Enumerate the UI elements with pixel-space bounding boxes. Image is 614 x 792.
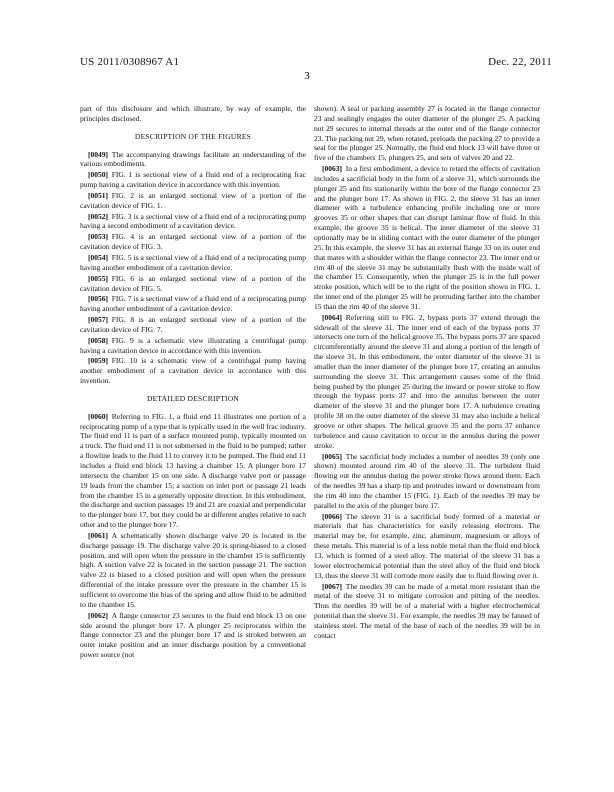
paragraph-number: [0051] — [88, 190, 108, 200]
paragraph-text: FIG. 1 is sectional view of a fluid end of a reciprocating frac pump having a cavitation device in accordance with this invention. — [80, 170, 306, 190]
paragraph — [80, 531, 306, 610]
paragraph-text: The needles 39 can be made of a metal more resistant than the metal of the sleeve 31 to mitigate corrosion and pitting of the needles. Thus the needles 39 will be of a material with a higher electrochemical potential than the sleeve 31. For example, the needles 39 may be fanned of stainless steel. The metal of the base of each of the needles 39 will be in contact — [314, 581, 540, 640]
paragraph-number: [0061] — [88, 530, 108, 540]
publication-number: US 2011/0308967 A1 — [80, 56, 180, 68]
paragraph-number: [0058] — [88, 335, 108, 345]
paragraph — [80, 356, 306, 386]
paragraph-text: FIG. 5 is a sectional view of a fluid end of a reciprocating pump having another embodiment of a cavitation device. — [80, 252, 306, 272]
paragraph-text: FIG. 8 is an enlarged sectional view of a portion of the cavitation device of FIG. 7. — [80, 315, 306, 334]
paragraph-text: FIG. 4 is an enlarged sectional view of a portion of the cavitation device of FIG. 3. — [80, 232, 306, 252]
paragraph — [80, 232, 306, 252]
paragraph — [80, 412, 306, 530]
paragraph-text: shown). A seal or packing assembly 27 is located in the flange connector 23 and sealingly engages the outer diameter of the plunger 25. A packing nut 29 secures to internal threads at the outer end of the flange connector 23. The packing nut 29, when rotated, preloads the packing 27 to provide a seal for the plunger 25. Normally, the fluid end block 13 will have three or five of the chambers 15, plungers 25, and sets of valves 20 and 22. — [314, 104, 540, 163]
paragraph — [80, 253, 306, 273]
paragraph-text: The sacrificial body includes a number of needles 39 (only one shown) mounted around rim 40 of the sleeve 31. The turbulent fluid flowing out the annulus during the power stroke flows around them. Each of the needles 39 has a sharp tip and protrudes inward or downstream from the rim 40 into the chamber 15 (FIG. 1). Each of the needles 39 may be parallel to the axis of the plunger bore 17. — [314, 451, 540, 510]
paragraph-text: FIG. 9 is a schematic view illustrating a centrifugal pump having a cavitation device in accordance with this invention. — [80, 335, 306, 355]
right-text-column — [314, 104, 540, 641]
paragraph-number: [0065] — [322, 451, 342, 461]
paragraph-number: [0053] — [88, 232, 108, 242]
paragraph-text: FIG. 3 is a sectional view of a fluid end of a reciprocating pump having a second embodiment of a cavitation device. — [80, 211, 306, 231]
paragraph-number: [0064] — [322, 312, 342, 322]
paragraph — [80, 170, 306, 190]
paragraph-text: FIG. 2 is an enlarged sectional view of a portion of the cavitation device of FIG. 1. — [80, 190, 306, 210]
paragraph-number: [0056] — [88, 294, 108, 304]
paragraph-number: [0054] — [88, 252, 108, 262]
paragraph-number: [0050] — [88, 170, 108, 180]
paragraph-text: FIG. 10 is a schematic view of a centrifugal pump having another embodiment of a cavitation device in accordance with this invention. — [80, 356, 306, 386]
paragraph-text: FIG. 6 is an enlarged sectional view of a portion of the cavitation device of FIG. 5. — [80, 273, 306, 293]
page-number: 3 — [304, 70, 310, 82]
paragraph-text: A schematically shown discharge valve 20 is located in the discharge passage 19. The discharge valve 20 is spring-biased to a closed position, and will open when the pressure in the chamber 15 is sufficiently high. A suction valve 22 is located in the suction passage 21. The suction valve 22 is biased to a closed position and will open when the pressure differential of the intake pressure over the pressure in the chamber 15 is sufficient to overcome the bias of the spring and allow fluid to be admitted to the chamber 15. — [80, 530, 306, 609]
section-heading: DESCRIPTION OF THE FIGURES — [134, 131, 252, 141]
paragraph — [80, 150, 306, 170]
paragraph — [80, 611, 306, 660]
section-heading: DETAILED DESCRIPTION — [146, 393, 240, 403]
paragraph — [80, 212, 306, 232]
paragraph — [80, 191, 306, 211]
paragraph-number: [0059] — [88, 356, 108, 366]
paragraph-number: [0055] — [88, 273, 108, 283]
publication-date: Dec. 22, 2011 — [488, 56, 552, 68]
paragraph — [80, 336, 306, 356]
continued-paragraph — [80, 104, 306, 124]
paragraph-text: Referring to FIG. 1, a fluid end 11 illustrates one portion of a reciprocating pump of a type that is typically used in the well frac industry. The fluid end 11 is part of a surface mounted pump, typically mounted on a truck. The fluid end 11 is not submersed in the fluid to be pumped; rather a flowline leads to the fluid 11 to convey it to be pumped. The fluid end 11 includes a fluid end block 13 having a chamber 15. A plunger bore 17 intersects the chamber 15 on one side. A discharge valve port or passage 19 leads from the chamber 15; a suction on inlet port or passage 21 leads from the chamber 15 in a generally opposite direction. In this embodiment, the discharge and suction passages 19 and 21 are coaxial and perpendicular to the plunger bore 17, but they could be at different angles relative to each other and to the plunger bore 17. — [80, 411, 306, 530]
paragraph — [314, 452, 540, 511]
paragraph-number: [0049] — [88, 149, 108, 159]
left-text-column — [80, 104, 306, 660]
paragraph-number: [0052] — [88, 211, 108, 221]
paragraph — [314, 164, 540, 312]
paragraph-text: Referring still to FIG. 2, bypass ports 37 extend through the sidewall of the sleeve 31. The inner end of each of the bypass ports 37 intersects one turn of the helical groove 35. The bypass ports 37 are spaced circumferentially around the sleeve 31 and along a portion of the length of the sleeve 31. In this embodiment, the outer diameter of the sleeve 31 is smaller than the inner diameter of the plunger bore 17, creating an annulus surrounding the sleeve 31. This arrangement causes some of the fluid being pushed by the plunger 25 during the inward or power stroke to flow through the bypass ports 37 and into the annulus between the outer diameter of the sleeve 31 and the plunger bore 17. A turbulence creating profile 38 on the outer diameter of the sleeve 31 may also include a helical groove or other shapes. The helical groove 35 and the ports 37 enhance turbulence and cause cavitation to occur in the annulus during the power stroke. — [314, 312, 540, 450]
paragraph-text: FIG. 7 is a sectional view of a fluid end of a reciprocating pump having another embodiment of a cavitation device. — [80, 294, 306, 314]
paragraph — [80, 274, 306, 294]
paragraph-number: [0060] — [88, 411, 108, 421]
paragraph-number: [0063] — [322, 164, 342, 174]
continued-paragraph — [314, 104, 540, 163]
paragraph — [80, 315, 306, 335]
paragraph — [314, 313, 540, 451]
paragraph — [314, 512, 540, 581]
paragraph-number: [0067] — [322, 581, 342, 591]
paragraph-number: [0057] — [88, 315, 108, 325]
paragraph-text: The accompanying drawings facilitate an understanding of the various embodiments. — [80, 149, 306, 169]
paragraph-number: [0062] — [88, 610, 108, 620]
paragraph-text: In a first embodiment, a device to retard the effects of cavitation includes a sacrificial body in the form of a sleeve 31, which surrounds the plunger 25 and fits stationarily within the bore of the flange connector 23 and the plunger bore 17. As shown in FIG. 2, the sleeve 31 has an inner diameter with a turbulence enhancing profile including one or more grooves 35 or other shapes that can disrupt laminar flow of fluid. In this example, the groove 35 is helical. The inner diameter of the sleeve 31 optionally may be in sliding contact with the outer diameter of the plunger 25. In this example, the sleeve 31 has an external flange 33 on its outer end that mates with a shoulder within the flange connector 23. The inner end or rim 40 of the sleeve 31 may be substantially flush with the inside wall of the chamber 15. Consequently, when the plunger 25 is in the full power stroke position, which will be to the right of the position shown in FIG. 1, the inner end of the plunger 25 will be protruding farther into the chamber 15 than the rim 40 of the sleeve 31. — [314, 164, 540, 311]
paragraph-text: The sleeve 31 is a sacrificial body formed of a material or materials that has characteristics for easily releasing electrons. The material may be, for example, zinc, aluminum, magnesium or alloys of these metals. This material is of a less noble metal than the fluid end block 13, which is formed of a steel alloy. The material of the sleeve 31 has a lower electrochemical potential than the steel alloy of the fluid end block 13, thus the sleeve 31 will corrode more easily due to fluid flowing over it. — [314, 511, 540, 580]
paragraph — [80, 294, 306, 314]
paragraph-text: A flange connector 23 secures to the fluid end block 13 on one side around the plunger bore 17. A plunger 25 reciprocates within the flange connector 23 and the plunger bore 17 and is stroked between an outer intake position and an inner discharge position by a conventional power source (not — [80, 610, 306, 660]
paragraph-text: part of this disclosure and which illustrate, by way of example, the principles disclosed. — [80, 104, 306, 123]
paragraph-number: [0066] — [322, 511, 342, 521]
paragraph — [314, 582, 540, 641]
